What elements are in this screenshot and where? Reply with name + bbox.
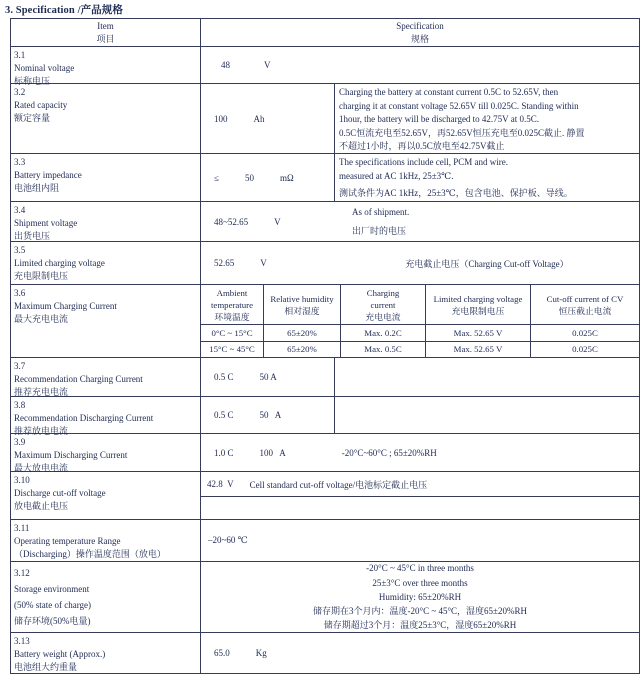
item-id: 3.2: [14, 87, 26, 97]
spec-value: 48~52.65: [214, 216, 249, 227]
spec-value: 65.0: [214, 648, 230, 658]
spec-row-3-9: [11, 433, 639, 471]
nested-header-relative-humidity: Relative humidity 相对湿度: [264, 285, 341, 324]
nested-cell: Max. 0.5C: [341, 342, 426, 358]
nested-header-limited-charging-voltage: Limited charging voltage 充电限制电压: [426, 285, 531, 324]
desc-line-zh: 出厂时的电压: [352, 225, 407, 236]
item-name-zh: 额定容量: [14, 113, 51, 123]
spec-cell-3-9: [201, 434, 639, 471]
empty-row: [201, 497, 639, 519]
spec-value: 48: [221, 60, 230, 70]
spec-value-2: 50 A: [259, 372, 277, 382]
spec-row-3-6: [11, 284, 639, 357]
spec-value: 1.0 C: [214, 447, 234, 458]
value-box: [201, 397, 335, 433]
spec-row-3-11: [11, 519, 639, 561]
spec-cell-3-7: [201, 358, 639, 396]
desc-line: measured at AC 1kHz, 25±3℃.: [339, 170, 454, 181]
item-cell-3-4: [11, 202, 201, 241]
spec-cell-3-8: [201, 397, 639, 433]
item-id: 3.12: [14, 568, 30, 578]
item-name-en: Recommendation Charging Current: [14, 374, 143, 384]
storage-line: -20°C ~ 45°C in three months: [366, 563, 474, 574]
item-name-en: Recommendation Discharging Current: [14, 413, 154, 423]
nested-cell: 0.025C: [572, 327, 598, 338]
item-name-zh: 最大充电电流: [14, 314, 69, 324]
item-cell-3-10: [11, 472, 201, 519]
spec-row-3-2: [11, 83, 639, 153]
header-spec-cell: [201, 19, 639, 46]
nested-cell: Max. 52.65 V: [426, 325, 531, 341]
spec-unit: Kg: [255, 648, 267, 658]
nested-data-row: [201, 325, 639, 342]
spec-value-2: 100 A: [259, 447, 286, 458]
item-id: 3.5: [14, 245, 26, 255]
item-name-en: Maximum Discharging Current: [14, 450, 128, 460]
description-box: [335, 84, 639, 153]
spec-row-3-10: [11, 471, 639, 519]
spec-value-2: 50 A: [259, 410, 282, 420]
item-name-zh: 最大放电电流: [14, 463, 69, 473]
desc-line: 1hour, the battery will be discharged to 42.75V at 0.5C.: [339, 114, 540, 125]
spec-row-3-5: [11, 241, 639, 284]
spec-value: –20~60 ℃: [208, 535, 248, 545]
value-box: [201, 154, 335, 201]
nested-cell: 65±20%: [264, 342, 341, 358]
item-id: 3.11: [14, 523, 30, 533]
storage-line-zh: 储存期超过3个月：温度25±3°C，湿度65±20%RH: [323, 620, 517, 631]
spec-cell-3-2: [201, 84, 639, 153]
item-name-zh: 电池组内阻: [14, 183, 60, 193]
item-cell-3-1: [11, 47, 201, 86]
item-name-en: Rated capacity: [14, 100, 68, 110]
spec-condition: -20°C~60°C ; 65±20%RH: [341, 447, 437, 458]
storage-line-zh: 储存期在3个月内：温度-20°C ~ 45°C，湿度65±20%RH: [312, 606, 527, 617]
item-name-en: Limited charging voltage: [14, 258, 105, 268]
spec-cell-3-13: [201, 633, 639, 673]
header-spec-en: Specification: [396, 20, 444, 31]
desc-line: charging it at constant voltage 52.65V till 0.025C. Standing within: [339, 100, 579, 111]
item-id: 3.7: [14, 361, 26, 371]
nested-cell: Max. 0.2C: [341, 325, 426, 341]
item-name-en: Maximum Charging Current: [14, 301, 117, 311]
item-name-en: Shipment voltage: [14, 218, 78, 228]
desc-line-zh: 0.5C恒流充电至52.65V，再52.65V恒压充电至0.025C截止. 静置: [339, 127, 585, 138]
description-box: [335, 202, 639, 241]
nested-cell: 65±20%: [264, 325, 341, 341]
item-name-zh: 推荐放电电流: [14, 426, 69, 436]
item-name-zh: 推荐充电电流: [14, 387, 69, 397]
item-cell-3-3: [11, 154, 201, 201]
item-id: 3.3: [14, 157, 26, 167]
storage-line: 25±3°C over three months: [372, 577, 468, 588]
desc-line-zh: 不超过1小时，再以0.5C放电至42.75V截止: [339, 141, 505, 152]
item-cell-3-7: [11, 358, 201, 396]
desc-line: 充电截止电压（Charging Cut-off Voltage）: [405, 258, 569, 269]
item-name-zh: （Discharging）操作温度范围（放电）: [14, 549, 166, 559]
value-box: [201, 202, 335, 241]
spec-row-3-8: [11, 396, 639, 436]
spec-unit: V: [264, 60, 271, 70]
spec-cell-3-5: [201, 242, 639, 284]
spec-row-3-12: [11, 561, 639, 632]
spec-unit: mΩ: [279, 172, 294, 183]
charging-conditions-table: [201, 285, 639, 357]
header-item-cell: [11, 19, 201, 46]
spec-cell-3-4: [201, 202, 639, 241]
spec-unit: V: [260, 258, 267, 268]
desc-line-zh: 测试条件为AC 1kHz，25±3℃，包含电池、保护板、导线。: [339, 188, 573, 199]
storage-line: Humidity: 65±20%RH: [378, 591, 462, 602]
header-spec-zh: 规格: [410, 33, 429, 44]
nested-header-row: [201, 285, 639, 325]
spec-cell-3-3: [201, 154, 639, 201]
item-cell-3-12: [11, 562, 201, 632]
item-id: 3.10: [14, 475, 30, 485]
item-id: 3.4: [14, 205, 26, 215]
item-name-en: Storage environment: [14, 584, 90, 594]
header-item-en: Item: [97, 20, 114, 31]
nested-header-cutoff-current: Cut-off current of CV 恒压截止电流: [546, 293, 624, 316]
description-box: [335, 242, 639, 284]
spec-value: 42.8 V: [207, 479, 234, 489]
nested-cell: Max. 52.65 V: [426, 342, 531, 358]
nested-cell: 15°C ~ 45°C: [201, 342, 264, 358]
item-name-en: Discharge cut-off voltage: [14, 488, 106, 498]
empty-box: [335, 358, 639, 396]
value-row: [201, 472, 639, 497]
nested-cell: 0.025C: [572, 344, 598, 355]
item-name-zh: 储存环境(50%电量): [14, 616, 91, 626]
item-name-zh: 充电限制电压: [14, 271, 69, 281]
item-name-en: Nominal voltage: [14, 63, 75, 73]
item-name-en-2: (50% state of charge): [14, 600, 92, 610]
item-name-en: Battery impedance: [14, 170, 82, 180]
value-box: [201, 84, 335, 153]
desc-line: The specifications include cell, PCM and wire.: [339, 157, 508, 167]
spec-cell-3-11: [201, 520, 639, 561]
item-cell-3-6: [11, 285, 201, 357]
spec-value: 0.5 C: [214, 410, 234, 420]
specification-table: [10, 18, 640, 674]
item-cell-3-13: [11, 633, 201, 673]
item-cell-3-5: [11, 242, 201, 284]
item-name-zh: 电池组大约重量: [14, 662, 78, 672]
header-item-zh: 项目: [96, 33, 115, 44]
item-cell-3-11: [11, 520, 201, 561]
item-id: 3.1: [14, 50, 26, 60]
spec-row-3-3: [11, 153, 639, 201]
item-id: 3.6: [14, 288, 26, 298]
spec-row-3-1: [11, 46, 639, 86]
value-box: [201, 242, 335, 284]
nested-cell: 0°C ~ 15°C: [201, 325, 264, 341]
spec-unit: V: [274, 216, 281, 227]
spec-cell-3-10: [201, 472, 639, 519]
item-name-zh: 出货电压: [14, 231, 51, 241]
spec-value: 50: [244, 172, 254, 183]
spec-value: 100: [214, 113, 228, 124]
spec-unit: Ah: [253, 113, 265, 124]
spec-value: 52.65: [214, 258, 235, 268]
item-cell-3-8: [11, 397, 201, 436]
spec-row-3-13: [11, 632, 639, 673]
item-name-zh: 放电截止电压: [14, 501, 69, 511]
spec-symbol: ≤: [214, 172, 219, 183]
description-box: [335, 154, 639, 201]
item-id: 3.13: [14, 636, 30, 646]
item-id: 3.8: [14, 400, 26, 410]
item-cell-3-2: [11, 84, 201, 153]
item-name-en: Operating temperature Range: [14, 536, 121, 546]
desc-line: As of shipment.: [352, 206, 410, 217]
item-cell-3-9: [11, 434, 201, 471]
nested-header-charging-current: Charging current 充电电流: [341, 285, 426, 324]
page-title: 3. Specification /产品规格: [5, 5, 123, 16]
desc-line: Charging the battery at constant current 0.5C to 52.65V, then: [339, 87, 559, 97]
item-name-zh: 标称电压: [14, 76, 51, 86]
spec-cell-3-1: [201, 47, 639, 83]
spec-desc: Cell standard cut-off voltage/电池标定截止电压: [249, 479, 428, 490]
empty-box: [335, 397, 639, 433]
spec-row-3-7: [11, 357, 639, 396]
spec-value: 0.5 C: [214, 372, 234, 382]
value-box: [201, 358, 335, 396]
spec-cell-3-12: [201, 562, 639, 632]
item-name-en: Battery weight (Approx.): [14, 649, 106, 659]
nested-data-row: [201, 342, 639, 358]
nested-header-ambient-temperature: Ambient temperature 环境温度: [201, 285, 264, 324]
spec-row-3-4: [11, 201, 639, 241]
item-id: 3.9: [14, 437, 26, 447]
table-header-row: [11, 19, 639, 46]
